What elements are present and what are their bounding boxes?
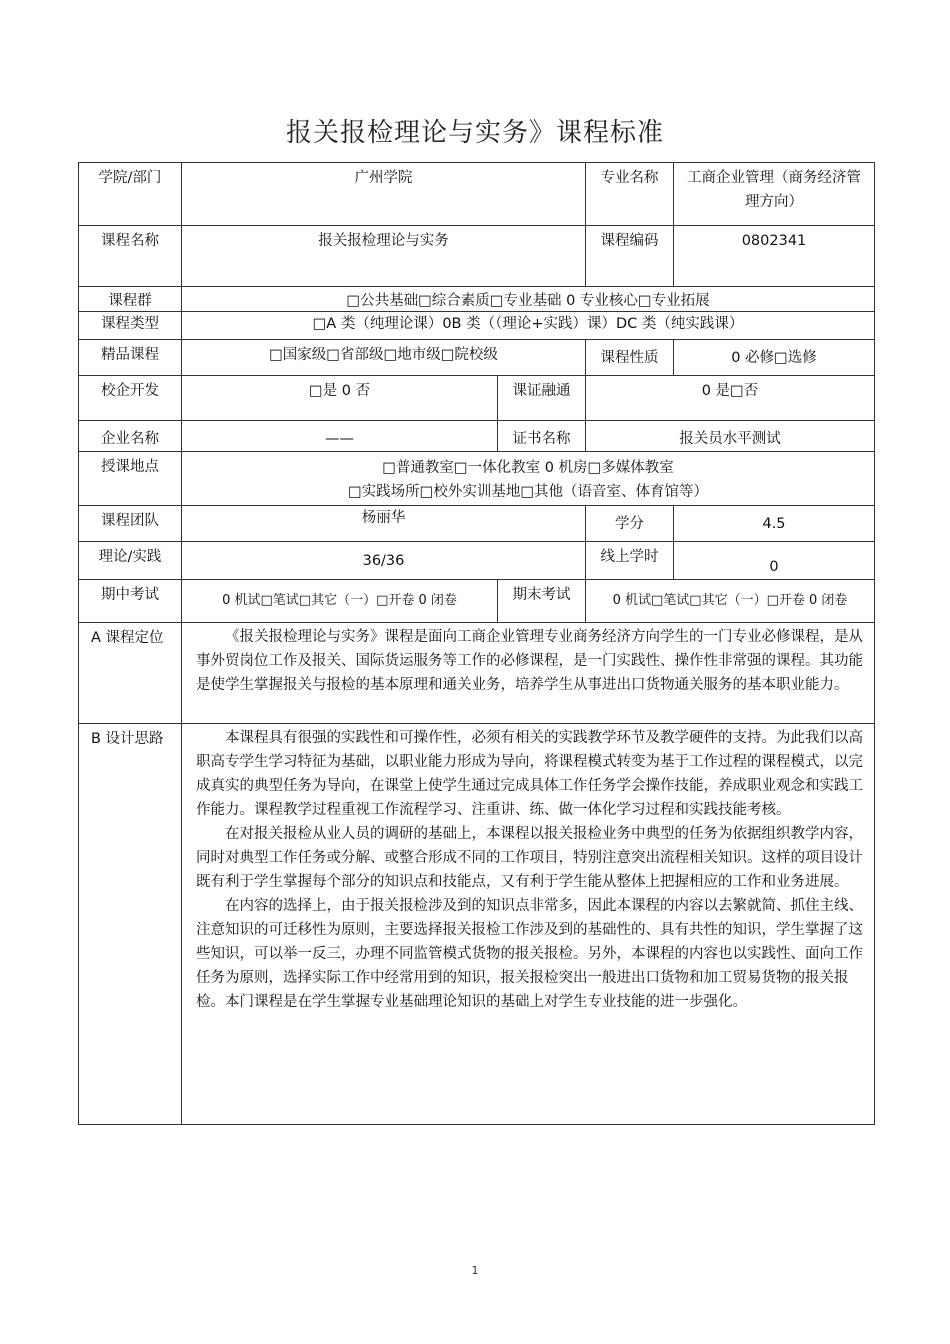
school-enterprise-label: 校企开发	[79, 376, 182, 421]
table-row	[79, 226, 875, 287]
location-line-1: □普通教室□一体化教室 0 机房□多媒体教室	[382, 460, 674, 476]
course-group-value: □公共基础□综合素质□专业基础 0 专业核心□专业拓展	[182, 287, 875, 312]
location-line-2: □实践场所□校外实训基地□其他（语音室、体育馆等）	[347, 484, 709, 500]
cert-name-label: 证书名称	[498, 421, 586, 452]
company-name-label: 企业名称	[79, 421, 182, 452]
design-paragraph-1: 本课程具有很强的实践性和可操作性，必须有相关的实践教学环节及教学硬件的支持。为此我们以高职高专学生学习特征为基础，以职业能力形成为导向，将课程模式转变为基于工作过程的课程模式，以完成真实的典型任务为导向，在课堂上使学生通过完成具体工作任务学会操作技能，养成职业观念和实践工作能力。课程教学过程重视工作流程学习、注重讲、练、做一体化学习过程和实践技能考核。	[196, 730, 863, 818]
table-row	[79, 452, 875, 506]
school-enterprise-value: □是 0 否	[182, 376, 498, 421]
page-number: 1	[471, 1264, 479, 1277]
document-title: 报关报检理论与实务》课程标准	[285, 118, 664, 148]
course-name-value: 报关报检理论与实务	[182, 226, 586, 287]
theory-practice-label: 理论/实践	[79, 542, 182, 580]
design-paragraph-3: 在内容的选择上，由于报关报检涉及到的知识点非常多，因此本课程的内容以去繁就简、抓住主线、注意知识的可迁移性为原则，主要选择报关报检工作涉及到的基础性的、具有共性的知识，学生掌握了这些知识，可以举一反三，办理不同监管模式货物的报关报检。另外，本课程的内容也以实践性、面向工作任务为原则，选择实际工作中经常用到的知识，报关报检突出一般进出口货物和加工贸易货物的报关报检。本门课程是在学生掌握专业基础理论知识的基础上对学生专业技能的进一步强化。	[196, 898, 863, 1010]
major-value: 工商企业管理（商务经济管理方向）	[674, 163, 875, 226]
midterm-exam-label: 期中考试	[79, 580, 182, 623]
table-row	[79, 542, 875, 580]
online-hours-label: 线上学时	[586, 542, 674, 580]
table-row	[79, 623, 875, 724]
course-info-table	[78, 162, 875, 1125]
table-row	[79, 506, 875, 542]
location-value	[182, 452, 875, 506]
college-value: 广州学院	[182, 163, 586, 226]
table-row	[79, 724, 875, 1125]
college-label: 学院/部门	[79, 163, 182, 226]
cert-integration-value: 0 是□否	[586, 376, 875, 421]
quality-course-value: □国家级□省部级□地市级□院校级	[182, 340, 586, 376]
course-nature-label: 课程性质	[586, 340, 674, 376]
course-code-label: 课程编码	[586, 226, 674, 287]
team-label: 课程团队	[79, 506, 182, 542]
table-row	[79, 312, 875, 340]
major-label: 专业名称	[586, 163, 674, 226]
table-row	[79, 376, 875, 421]
credit-value: 4.5	[674, 506, 875, 542]
course-nature-value: 0 必修□选修	[674, 340, 875, 376]
course-code-value: 0802341	[674, 226, 875, 287]
course-type-value: □A 类（纯理论课）0B 类（（理论+实践）课）DC 类（纯实践课）	[182, 312, 875, 340]
course-type-label: 课程类型	[79, 312, 182, 340]
credit-label: 学分	[586, 506, 674, 542]
design-idea-text	[182, 724, 875, 1125]
course-position-label: A 课程定位	[79, 623, 182, 724]
table-row	[79, 580, 875, 623]
table-row	[79, 421, 875, 452]
midterm-exam-value: 0 机试□笔试□其它（一）□开卷 0 闭卷	[182, 580, 498, 623]
cert-name-value: 报关员水平测试	[586, 421, 875, 452]
quality-course-label: 精品课程	[79, 340, 182, 376]
company-name-value: ——	[182, 421, 498, 452]
team-value: 杨丽华	[182, 506, 586, 542]
table-row	[79, 163, 875, 226]
course-name-label: 课程名称	[79, 226, 182, 287]
online-hours-value: 0	[674, 542, 875, 580]
final-exam-label: 期末考试	[498, 580, 586, 623]
design-paragraph-2: 在对报关报检从业人员的调研的基础上，本课程以报关报检业务中典型的任务为依据组织教学内容，同时对典型工作任务或分解、或整合形成不同的工作项目，特别注意突出流程相关知识。这样的项目设计既有利于学生掌握每个部分的知识点和技能点，又有利于学生能从整体上把握相应的工作和业务进展。	[196, 826, 863, 890]
course-position-text	[182, 623, 875, 724]
cert-integration-label: 课证融通	[498, 376, 586, 421]
course-group-label: 课程群	[79, 287, 182, 312]
theory-practice-value: 36/36	[182, 542, 586, 580]
location-label: 授课地点	[79, 452, 182, 506]
design-idea-label: B 设计思路	[79, 724, 182, 1125]
course-position-paragraph: 《报关报检理论与实务》课程是面向工商企业管理专业商务经济方向学生的一门专业必修课程，是从事外贸岗位工作及报关、国际货运服务等工作的必修课程，是一门实践性、操作性非常强的课程。其功能是使学生掌握报关与报检的基本原理和通关业务，培养学生从事进出口货物通关服务的基本职业能力。	[196, 629, 863, 693]
table-row	[79, 340, 875, 376]
final-exam-value: 0 机试□笔试□其它（一）□开卷 0 闭卷	[586, 580, 875, 623]
table-row	[79, 287, 875, 312]
